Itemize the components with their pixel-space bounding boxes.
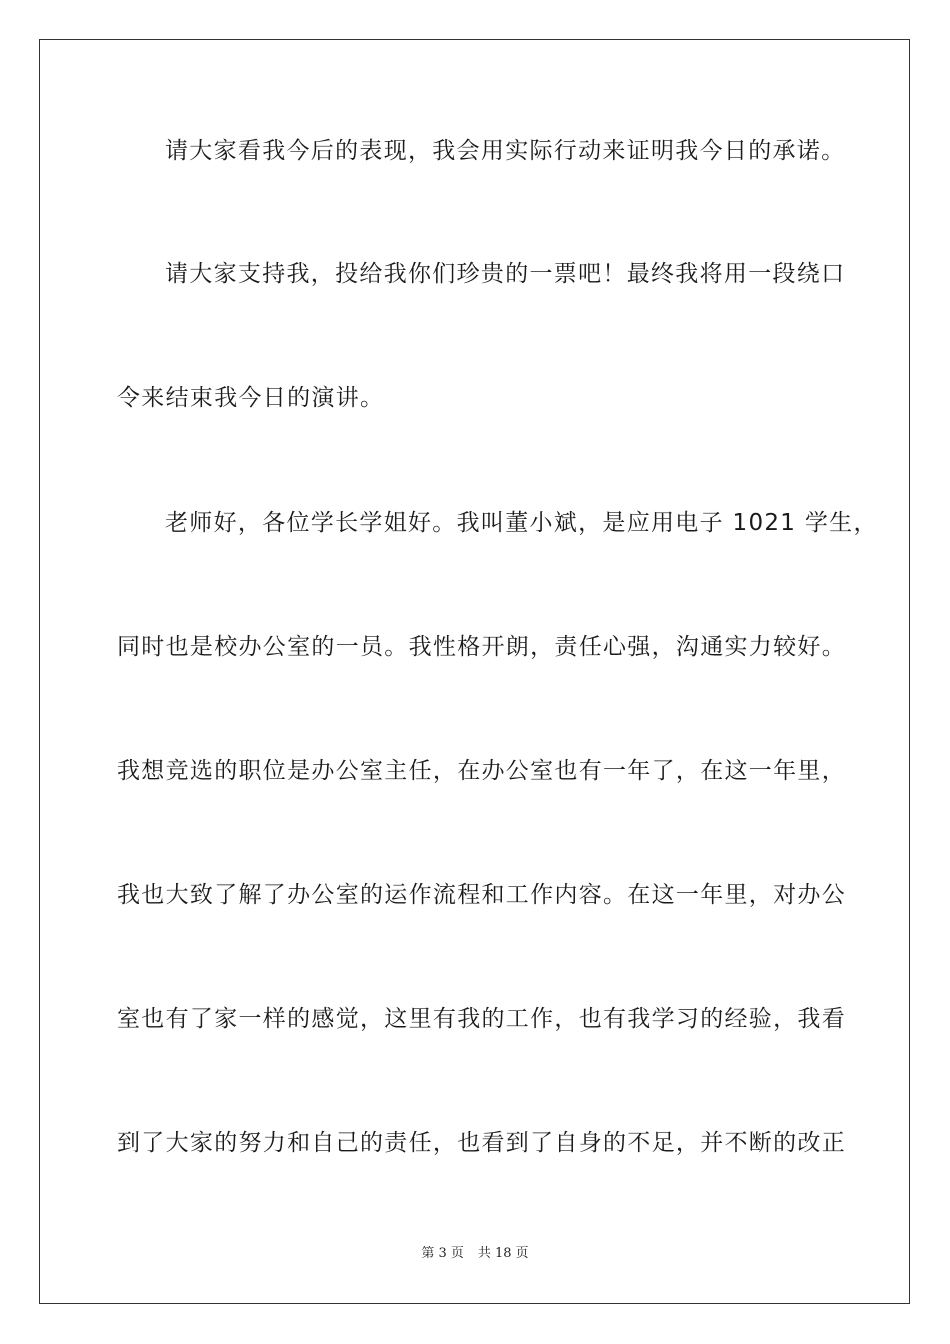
page-number: 第 3 页	[421, 1246, 464, 1261]
text-line-5: 同时也是校办公室的一员。我性格开朗，责任心强，沟通实力较好。	[117, 634, 846, 660]
text-line-2: 请大家支持我，投给我你们珍贵的一票吧！最终我将用一段绕口	[165, 261, 846, 287]
page-footer	[0, 1245, 950, 1263]
text-line-7: 我也大致了解了办公室的运作流程和工作内容。在这一年里，对办公	[117, 882, 846, 908]
text-line-1: 请大家看我今后的表现，我会用实际行动来证明我今日的承诺。	[165, 138, 846, 164]
text-line-8: 室也有了家一样的感觉，这里有我的工作，也有我学习的经验，我看	[117, 1006, 846, 1032]
page-total: 共 18 页	[477, 1246, 529, 1261]
page-frame	[39, 39, 910, 1304]
text-line-9: 到了大家的努力和自己的责任，也看到了自身的不足，并不断的改正	[117, 1130, 846, 1156]
text-line-3: 令来结束我今日的演讲。	[117, 385, 385, 411]
text-line-4: 老师好，各位学长学姐好。我叫董小斌，是应用电子 1021 学生，	[165, 510, 878, 536]
text-line-6: 我想竞选的职位是办公室主任，在办公室也有一年了，在这一年里，	[117, 758, 846, 784]
